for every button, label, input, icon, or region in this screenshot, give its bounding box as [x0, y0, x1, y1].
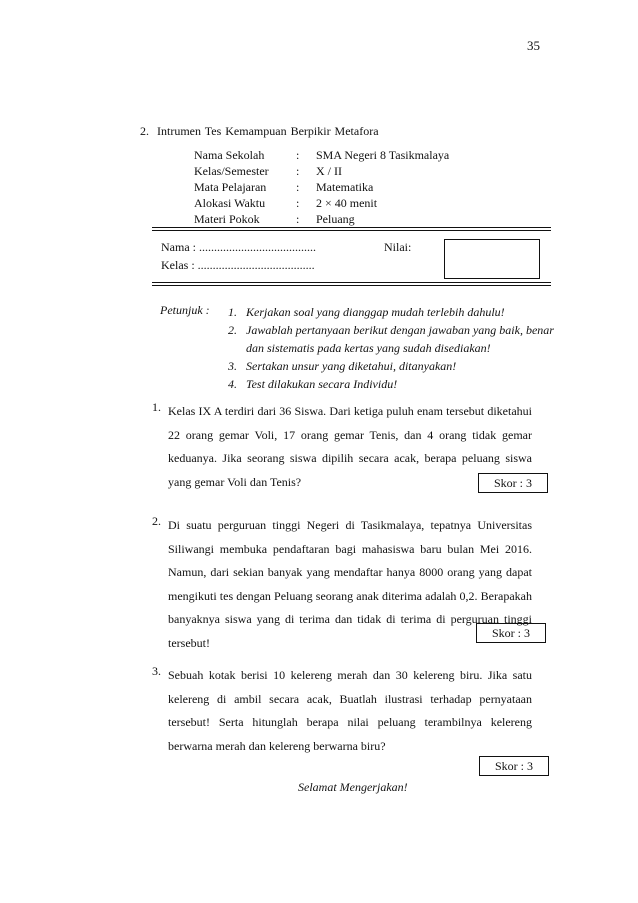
- info-colon: :: [296, 180, 300, 194]
- info-colon: :: [296, 148, 300, 162]
- info-colon: :: [296, 196, 300, 210]
- instruction-number: 3.: [228, 359, 237, 373]
- instruction-item: [228, 321, 568, 357]
- instruction-item: [228, 357, 568, 375]
- info-label: Nama Sekolah: [194, 148, 265, 162]
- info-value: SMA Negeri 8 Tasikmalaya: [316, 148, 450, 162]
- question-3: [152, 664, 532, 758]
- info-label: Alokasi Waktu: [194, 196, 266, 210]
- question-score-box: Skor : 3: [478, 473, 548, 493]
- instruction-item: [228, 375, 568, 393]
- question-text: Sebuah kotak berisi 10 kelereng merah dan 30 kelereng biru. Jika satu kelereng di ambil secara acak, Buatlah ilustrasi terhadap pernyataan tersebut! Serta hitunglah berapa nilai peluang terambilnya kelereng berwarna merah dan kelereng berwarna biru?: [168, 668, 532, 753]
- question-score-box: Skor : 3: [476, 623, 546, 643]
- question-text: Di suatu perguruan tinggi Negeri di Tasikmalaya, tepatnya Universitas Siliwangi membuka pendaftaran bagi mahasiswa baru bulan Mei 2016. Namun, dari sekian banyak yang mendaftar hanya 8000 orang yang dapat mengikuti tes dengan Peluang seorang anak diterima adalah 0,2. Berapakah banyaknya siswa yang di terima dan tidak di terima di perguruan tinggi tersebut!: [168, 518, 532, 650]
- question-1: [152, 400, 532, 494]
- info-colon: :: [296, 164, 300, 178]
- instruction-number: 2.: [228, 323, 237, 337]
- instruction-number: 1.: [228, 305, 237, 319]
- section-heading: [140, 124, 379, 139]
- score-box[interactable]: [444, 239, 540, 279]
- instruction-text: Sertakan unsur yang diketahui, ditanyakan!: [246, 359, 457, 373]
- section-title: Intrumen Tes Kemampuan Berpikir Metafora: [157, 124, 379, 138]
- name-field[interactable]: Nama : .......................................: [161, 240, 316, 254]
- score-label: Nilai:: [384, 240, 412, 254]
- instructions-list: [228, 303, 568, 393]
- info-label: Kelas/Semester: [194, 164, 269, 178]
- instruction-text: Kerjakan soal yang dianggap mudah terlebih dahulu!: [246, 305, 505, 319]
- double-rule-bottom: [152, 282, 551, 286]
- question-text: Kelas IX A terdiri dari 36 Siswa. Dari ketiga puluh enam tersebut diketahui 22 orang gemar Voli, 17 orang gemar Tenis, dan 4 orang tidak gemar keduanya. Jika seorang siswa dipilih secara acak, berapa peluang siswa yang gemar Voli dan Tenis?: [168, 404, 532, 489]
- info-value: Peluang: [316, 212, 355, 226]
- info-colon: :: [296, 212, 300, 226]
- page-number: 35: [527, 38, 540, 53]
- question-number: 3.: [152, 664, 161, 678]
- instruction-item: [228, 303, 568, 321]
- instruction-number: 4.: [228, 377, 237, 391]
- info-label: Materi Pokok: [194, 212, 260, 226]
- double-rule-top: [152, 227, 551, 231]
- question-number: 2.: [152, 514, 161, 528]
- info-value: 2 × 40 menit: [316, 196, 378, 210]
- info-label: Mata Pelajaran: [194, 180, 267, 194]
- question-number: 1.: [152, 400, 161, 414]
- question-score-box: Skor : 3: [479, 756, 549, 776]
- question-2: [152, 514, 532, 655]
- section-number: 2.: [140, 124, 149, 138]
- info-value: Matematika: [316, 180, 374, 194]
- instruction-text: Test dilakukan secara Individu!: [246, 377, 398, 391]
- instruction-text: Jawablah pertanyaan berikut dengan jawaban yang baik, benar dan sistematis pada kertas yang sudah disediakan!: [246, 323, 554, 355]
- class-field[interactable]: Kelas : .......................................: [161, 258, 315, 272]
- instructions-label: Petunjuk :: [160, 303, 210, 317]
- info-value: X / II: [316, 164, 342, 178]
- closing-message: Selamat Mengerjakan!: [298, 780, 408, 794]
